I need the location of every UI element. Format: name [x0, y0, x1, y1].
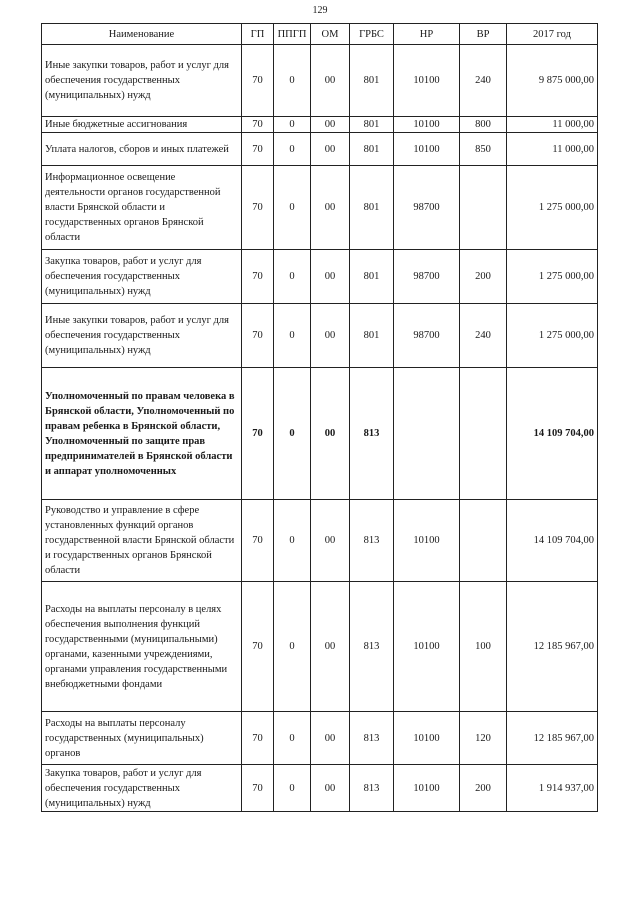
cell-nr: 98700: [394, 166, 460, 250]
cell-gp: 70: [242, 133, 274, 166]
table-row: [42, 166, 598, 250]
table-row: [42, 368, 598, 500]
cell-om: 00: [311, 166, 350, 250]
table-row: [42, 304, 598, 368]
header-vr: ВР: [460, 24, 507, 45]
cell-grbs: 801: [350, 133, 394, 166]
cell-vr: [460, 166, 507, 250]
cell-vr: 800: [460, 117, 507, 133]
cell-name: Иные закупки товаров, работ и услуг для обеспечения государственных (муниципальных) нужд: [42, 304, 242, 368]
cell-vr: [460, 368, 507, 500]
cell-name: Расходы на выплаты персоналу государственных (муниципальных) органов: [42, 712, 242, 765]
cell-om: 00: [311, 304, 350, 368]
cell-ppgp: 0: [274, 500, 311, 582]
cell-grbs: 813: [350, 765, 394, 812]
cell-name: Закупка товаров, работ и услуг для обеспечения государственных (муниципальных) нужд: [42, 765, 242, 812]
table-row: [42, 765, 598, 812]
cell-vr: 240: [460, 304, 507, 368]
cell-vr: 850: [460, 133, 507, 166]
cell-gp: 70: [242, 368, 274, 500]
cell-amount: 14 109 704,00: [507, 368, 598, 500]
cell-om: 00: [311, 250, 350, 304]
header-grbs: ГРБС: [350, 24, 394, 45]
cell-vr: 200: [460, 250, 507, 304]
cell-om: 00: [311, 117, 350, 133]
cell-amount: 9 875 000,00: [507, 45, 598, 117]
cell-nr: 10100: [394, 117, 460, 133]
cell-name: Уплата налогов, сборов и иных платежей: [42, 133, 242, 166]
table-row: [42, 117, 598, 133]
cell-ppgp: 0: [274, 166, 311, 250]
cell-ppgp: 0: [274, 133, 311, 166]
cell-name: Закупка товаров, работ и услуг для обеспечения государственных (муниципальных) нужд: [42, 250, 242, 304]
cell-gp: 70: [242, 45, 274, 117]
table-row: [42, 712, 598, 765]
cell-name: Иные бюджетные ассигнования: [42, 117, 242, 133]
cell-ppgp: 0: [274, 368, 311, 500]
cell-grbs: 801: [350, 166, 394, 250]
cell-name: Расходы на выплаты персоналу в целях обеспечения выполнения функций государственными (муниципальными) органами, казенными учреждениями, органами управления государственными внебюджетными фондами: [42, 582, 242, 712]
cell-ppgp: 0: [274, 45, 311, 117]
cell-amount: 12 185 967,00: [507, 712, 598, 765]
cell-nr: 98700: [394, 304, 460, 368]
cell-amount: 12 185 967,00: [507, 582, 598, 712]
cell-grbs: 801: [350, 250, 394, 304]
header-ppgp: ППГП: [274, 24, 311, 45]
cell-amount: 14 109 704,00: [507, 500, 598, 582]
cell-gp: 70: [242, 250, 274, 304]
cell-vr: 120: [460, 712, 507, 765]
cell-name: Уполномоченный по правам человека в Брянской области, Уполномоченный по правам ребенка в Брянской области, Уполномоченный по защите прав предпринимателей в Брянской области и аппарат уполномоченных: [42, 368, 242, 500]
cell-name: Руководство и управление в сфере установленных функций органов государственной власти Брянской области и государственных органов Брянской области: [42, 500, 242, 582]
cell-nr: 10100: [394, 712, 460, 765]
cell-grbs: 801: [350, 45, 394, 117]
cell-amount: 1 275 000,00: [507, 166, 598, 250]
cell-name: Иные закупки товаров, работ и услуг для обеспечения государственных (муниципальных) нужд: [42, 45, 242, 117]
cell-grbs: 813: [350, 582, 394, 712]
page-number: 129: [312, 5, 328, 16]
table-row: [42, 582, 598, 712]
cell-vr: 100: [460, 582, 507, 712]
cell-om: 00: [311, 368, 350, 500]
cell-nr: 10100: [394, 765, 460, 812]
cell-ppgp: 0: [274, 304, 311, 368]
cell-amount: 11 000,00: [507, 117, 598, 133]
cell-nr: 10100: [394, 582, 460, 712]
cell-gp: 70: [242, 765, 274, 812]
cell-name: Информационное освещение деятельности органов государственной власти Брянской области и государственных органов Брянской области: [42, 166, 242, 250]
cell-vr: [460, 500, 507, 582]
cell-nr: 10100: [394, 45, 460, 117]
header-name: Наименование: [42, 24, 242, 45]
budget-table: [41, 23, 598, 812]
cell-vr: 240: [460, 45, 507, 117]
cell-gp: 70: [242, 117, 274, 133]
cell-gp: 70: [242, 712, 274, 765]
cell-nr: [394, 368, 460, 500]
cell-vr: 200: [460, 765, 507, 812]
header-year: 2017 год: [507, 24, 598, 45]
cell-amount: 1 275 000,00: [507, 250, 598, 304]
cell-gp: 70: [242, 304, 274, 368]
cell-om: 00: [311, 765, 350, 812]
cell-ppgp: 0: [274, 117, 311, 133]
cell-grbs: 813: [350, 500, 394, 582]
header-nr: НР: [394, 24, 460, 45]
cell-om: 00: [311, 45, 350, 117]
header-om: ОМ: [311, 24, 350, 45]
table-row: [42, 133, 598, 166]
cell-amount: 11 000,00: [507, 133, 598, 166]
table-row: [42, 45, 598, 117]
cell-grbs: 801: [350, 117, 394, 133]
cell-ppgp: 0: [274, 765, 311, 812]
table-row: [42, 500, 598, 582]
cell-ppgp: 0: [274, 582, 311, 712]
cell-om: 00: [311, 500, 350, 582]
cell-gp: 70: [242, 500, 274, 582]
cell-amount: 1 275 000,00: [507, 304, 598, 368]
cell-grbs: 813: [350, 368, 394, 500]
cell-om: 00: [311, 582, 350, 712]
cell-gp: 70: [242, 166, 274, 250]
cell-ppgp: 0: [274, 250, 311, 304]
cell-ppgp: 0: [274, 712, 311, 765]
cell-nr: 10100: [394, 133, 460, 166]
table-row: [42, 250, 598, 304]
cell-nr: 10100: [394, 500, 460, 582]
cell-gp: 70: [242, 582, 274, 712]
cell-om: 00: [311, 133, 350, 166]
header-gp: ГП: [242, 24, 274, 45]
cell-nr: 98700: [394, 250, 460, 304]
cell-grbs: 801: [350, 304, 394, 368]
header-row: [42, 24, 598, 45]
cell-om: 00: [311, 712, 350, 765]
cell-grbs: 813: [350, 712, 394, 765]
cell-amount: 1 914 937,00: [507, 765, 598, 812]
